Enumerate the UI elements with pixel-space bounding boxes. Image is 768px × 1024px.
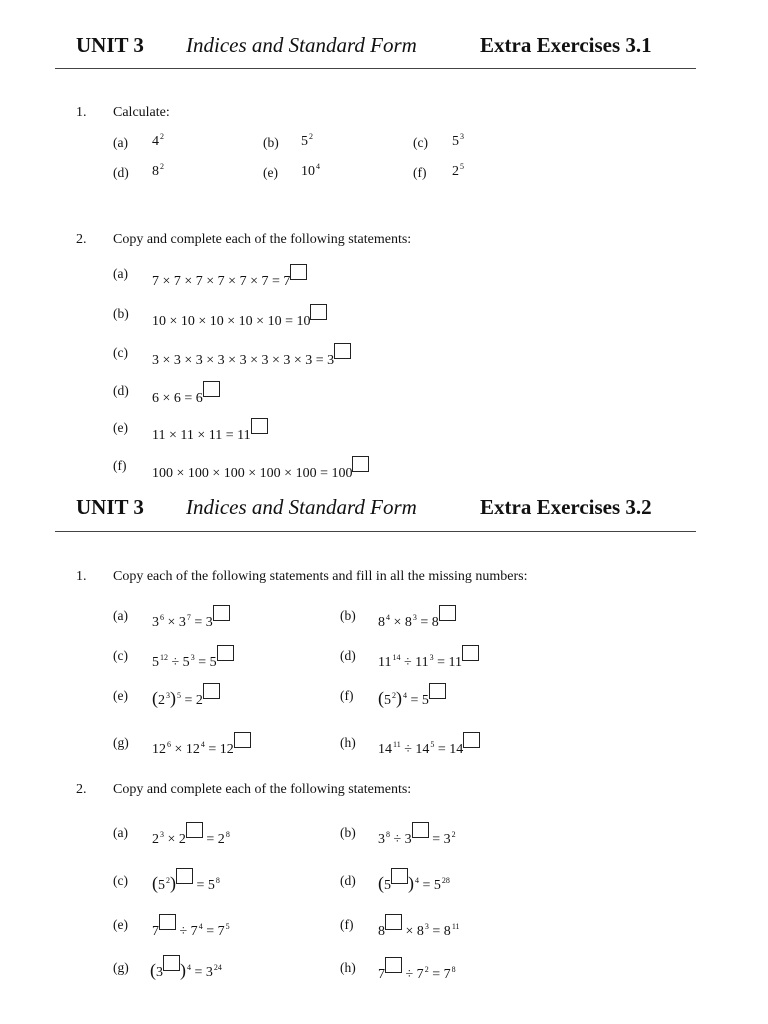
part-label: (f)	[340, 688, 354, 703]
part-label: (c)	[113, 345, 128, 360]
question-text: Calculate:	[113, 105, 170, 120]
close-paren: )	[170, 688, 176, 708]
exponent: 3	[429, 653, 434, 662]
exponent: 28	[441, 876, 450, 885]
exponent: 5	[460, 162, 464, 171]
exponent: 2	[424, 965, 429, 974]
result-base: = 12	[204, 742, 234, 757]
exponent: 11	[451, 922, 460, 931]
base: 2	[152, 832, 159, 847]
answer-box[interactable]	[412, 822, 429, 838]
operator-base: ÷ 11	[400, 655, 429, 670]
part-label: (e)	[113, 917, 128, 932]
base: 14	[378, 742, 392, 757]
statement	[152, 732, 251, 758]
statement	[378, 683, 446, 709]
exponent: 24	[213, 963, 222, 972]
part-label: (a)	[113, 135, 128, 150]
part-label: (f)	[413, 165, 427, 180]
base: 7	[152, 924, 159, 939]
exponent: 2	[166, 876, 170, 885]
exponent: 4	[415, 876, 419, 885]
exponent: 12	[160, 653, 168, 662]
exponent: 2	[451, 830, 456, 839]
statement	[378, 957, 456, 983]
statement	[152, 264, 307, 290]
exercise-title: Extra Exercises 3.1	[480, 33, 652, 57]
part-label: (a)	[113, 608, 128, 623]
statement	[378, 605, 456, 631]
part-label: (b)	[113, 306, 129, 321]
part-label: (g)	[113, 735, 129, 750]
answer-box[interactable]	[159, 914, 176, 930]
part-label: (e)	[113, 688, 128, 703]
base: 8	[378, 615, 385, 630]
statement-text: 6 × 6 = 6	[152, 391, 203, 406]
base: 11	[378, 655, 392, 670]
exponent: 8	[215, 876, 220, 885]
exponent: 6	[160, 613, 164, 622]
open-paren: (	[378, 688, 384, 708]
power-expression	[452, 164, 464, 180]
answer-box[interactable]	[290, 264, 307, 280]
result-base: = 5	[194, 655, 217, 670]
operator-base: ÷ 7	[402, 967, 424, 982]
base: 4	[152, 134, 159, 149]
result-base: = 3	[428, 832, 451, 847]
close-paren: )	[396, 688, 402, 708]
part-label: (f)	[113, 458, 127, 473]
statement	[152, 914, 230, 940]
statement	[378, 645, 479, 671]
answer-box[interactable]	[334, 343, 351, 359]
topic-title: Indices and Standard Form	[186, 33, 417, 57]
statement-text: 11 × 11 × 11 = 11	[152, 428, 251, 443]
question-text: Copy and complete each of the following statements:	[113, 232, 412, 247]
part-label: (d)	[113, 165, 129, 180]
exponent: 3	[166, 691, 170, 700]
exponent: 8	[225, 830, 230, 839]
part-label: (e)	[113, 420, 128, 435]
result-base: = 7	[202, 924, 225, 939]
statement	[152, 343, 351, 369]
base: 5	[301, 134, 308, 149]
part-label: (b)	[340, 608, 356, 623]
operator-base: ÷ 7	[176, 924, 198, 939]
answer-box[interactable]	[186, 822, 203, 838]
answer-box[interactable]	[176, 868, 193, 884]
base: 8	[378, 924, 385, 939]
exponent: 14	[392, 653, 401, 662]
close-paren: )	[170, 873, 176, 893]
result-base: = 2	[202, 832, 225, 847]
result-base: = 8	[416, 615, 439, 630]
base: 3	[152, 615, 159, 630]
result-base: = 8	[428, 924, 451, 939]
exponent: 8	[386, 830, 390, 839]
statement	[378, 732, 480, 758]
statement-text: 7 × 7 × 7 × 7 × 7 × 7 = 7	[152, 274, 291, 289]
statement-text: 3 × 3 × 3 × 3 × 3 × 3 × 3 × 3 = 3	[152, 353, 335, 368]
part-label: (a)	[113, 825, 128, 840]
part-label: (h)	[340, 735, 356, 750]
question-text: Copy each of the following statements and fill in all the missing numbers:	[113, 569, 528, 584]
part-label: (c)	[113, 873, 128, 888]
part-label: (c)	[113, 648, 128, 663]
part-label: (d)	[340, 648, 356, 663]
exponent: 2	[160, 132, 164, 141]
part-label: (h)	[340, 960, 356, 975]
power-expression	[152, 164, 164, 180]
answer-box[interactable]	[310, 304, 327, 320]
power-expression	[152, 134, 164, 150]
operator-base: ÷ 5	[168, 655, 190, 670]
answer-box[interactable]	[251, 418, 268, 434]
exponent: 2	[160, 162, 164, 171]
operator-base: × 3	[164, 615, 186, 630]
topic-title: Indices and Standard Form	[186, 495, 417, 519]
base: 5	[384, 878, 391, 893]
statement	[152, 645, 234, 671]
answer-box[interactable]	[391, 868, 408, 884]
power-expression	[301, 164, 320, 180]
part-label: (c)	[413, 135, 428, 150]
answer-box[interactable]	[352, 456, 369, 472]
answer-box[interactable]	[439, 605, 456, 621]
result-base: = 14	[434, 742, 464, 757]
exponent: 2	[309, 132, 313, 141]
answer-box[interactable]	[462, 645, 479, 661]
base: 7	[378, 967, 385, 982]
header-divider	[55, 531, 696, 532]
statement	[152, 868, 220, 894]
exponent: 4	[187, 963, 191, 972]
part-label: (f)	[340, 917, 354, 932]
answer-box[interactable]	[463, 732, 480, 748]
result-base: = 5	[407, 693, 429, 708]
open-paren: (	[378, 873, 384, 893]
question-number: 1.	[76, 569, 87, 584]
exponent: 4	[386, 613, 390, 622]
statement-text: 100 × 100 × 100 × 100 × 100 = 100	[152, 466, 353, 481]
operator-base: ÷ 14	[400, 742, 430, 757]
statement	[378, 822, 456, 848]
question-number: 1.	[76, 105, 87, 120]
header-divider	[55, 68, 696, 69]
part-label: (a)	[113, 266, 128, 281]
open-paren: (	[150, 960, 156, 980]
exponent: 4	[403, 691, 407, 700]
exponent: 5	[430, 740, 435, 749]
part-label: (e)	[263, 165, 278, 180]
operator-base: × 8	[390, 615, 412, 630]
operator-base: × 8	[402, 924, 424, 939]
part-label: (b)	[263, 135, 279, 150]
base: 5	[384, 693, 391, 708]
question-text: Copy and complete each of the following statements:	[113, 782, 412, 797]
answer-box[interactable]	[385, 914, 402, 930]
exponent: 4	[316, 162, 320, 171]
unit-label: UNIT 3	[76, 33, 144, 57]
operator-base: × 2	[164, 832, 186, 847]
statement	[150, 955, 222, 981]
result-base: = 5	[193, 878, 215, 893]
answer-box[interactable]	[213, 605, 230, 621]
exponent: 4	[200, 740, 205, 749]
result-base: = 11	[433, 655, 463, 670]
base: 8	[152, 164, 159, 179]
answer-box[interactable]	[163, 955, 180, 971]
part-label: (b)	[340, 825, 356, 840]
base: 10	[301, 164, 315, 179]
statement	[152, 418, 268, 444]
base: 3	[378, 832, 385, 847]
exponent: 7	[186, 613, 191, 622]
answer-box[interactable]	[203, 381, 220, 397]
statement-text: 10 × 10 × 10 × 10 × 10 = 10	[152, 314, 311, 329]
exponent: 3	[412, 613, 417, 622]
answer-box[interactable]	[234, 732, 251, 748]
statement	[152, 381, 220, 407]
result-base: = 7	[428, 967, 451, 982]
exercise-title: Extra Exercises 3.2	[480, 495, 652, 519]
statement	[152, 683, 220, 709]
open-paren: (	[152, 873, 158, 893]
base: 5	[158, 878, 165, 893]
part-label: (d)	[113, 383, 129, 398]
statement	[152, 822, 230, 848]
exponent: 5	[225, 922, 230, 931]
answer-box[interactable]	[429, 683, 446, 699]
part-label: (g)	[113, 960, 129, 975]
base: 2	[452, 164, 459, 179]
statement	[152, 605, 230, 631]
exponent: 3	[424, 922, 429, 931]
exponent: 11	[393, 740, 401, 749]
answer-box[interactable]	[217, 645, 234, 661]
result-base: = 3	[191, 965, 213, 980]
exponent: 3	[460, 132, 464, 141]
statement	[152, 456, 369, 482]
base: 5	[452, 134, 459, 149]
exponent: 5	[177, 691, 181, 700]
result-base: = 2	[181, 693, 203, 708]
exponent: 6	[167, 740, 171, 749]
exponent: 3	[190, 653, 195, 662]
answer-box[interactable]	[385, 957, 402, 973]
base: 12	[152, 742, 166, 757]
operator-base: × 12	[171, 742, 200, 757]
close-paren: )	[408, 873, 414, 893]
unit-label: UNIT 3	[76, 495, 144, 519]
statement	[378, 868, 450, 894]
part-label: (d)	[340, 873, 356, 888]
open-paren: (	[152, 688, 158, 708]
exponent: 2	[392, 691, 396, 700]
result-base: = 5	[419, 878, 441, 893]
exponent: 8	[451, 965, 456, 974]
statement	[152, 304, 327, 330]
close-paren: )	[180, 960, 186, 980]
exponent: 4	[198, 922, 203, 931]
statement	[378, 914, 460, 940]
result-base: = 3	[190, 615, 213, 630]
base: 2	[158, 693, 165, 708]
operator-base: ÷ 3	[390, 832, 412, 847]
question-number: 2.	[76, 232, 87, 247]
exponent: 3	[160, 830, 164, 839]
power-expression	[301, 134, 313, 150]
question-number: 2.	[76, 782, 87, 797]
answer-box[interactable]	[203, 683, 220, 699]
power-expression	[452, 134, 464, 150]
base: 3	[156, 965, 163, 980]
base: 5	[152, 655, 159, 670]
